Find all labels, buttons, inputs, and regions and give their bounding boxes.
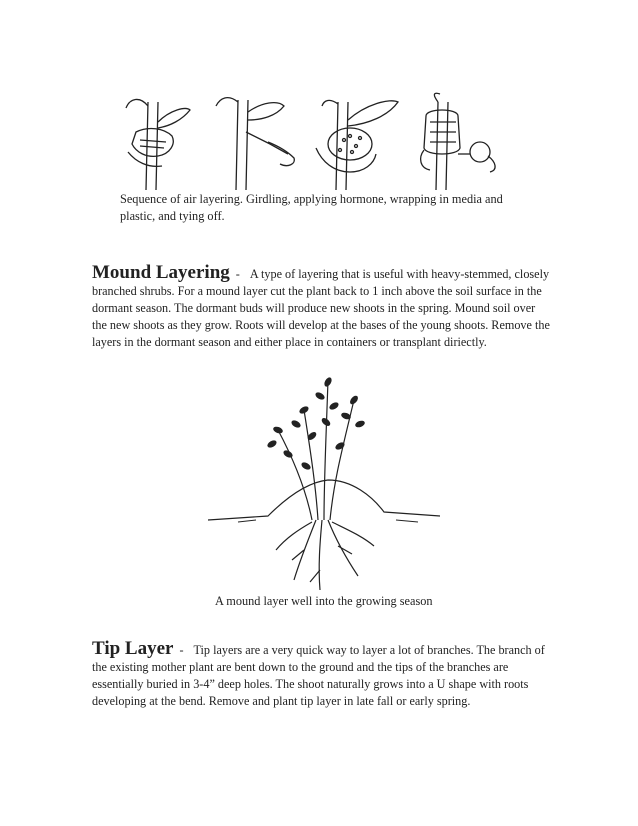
air-layering-caption: Sequence of air layering. Girdling, applying hormone, wrapping in media and plastic, and tying off.: [120, 192, 503, 223]
mound-layering-section: [92, 264, 552, 351]
mound-layering-body: A type of layering that is useful with heavy-stemmed, closely branched shrubs. For a mound layer cut the plant back to 1 inch above the soil surface in the dormant season. The dormant buds will produce new shoots in the spring. Mound soil over the new shoots as they grow. Roots will develop at the bases of the young shoots. Remove the layers in the dormant season and either place in containers or transplant diriectly.: [92, 267, 550, 349]
mound-layer-illustration: [208, 370, 440, 592]
tip-layer-section: [92, 640, 552, 710]
air-layering-illustration: [118, 92, 516, 192]
mound-layer-caption: A mound layer well into the growing season: [215, 594, 433, 608]
tip-layer-dash: -: [179, 643, 184, 657]
tip-layer-heading: Tip Layer: [92, 638, 174, 659]
tip-layer-body: Tip layers are a very quick way to layer a lot of branches. The branch of the existing mother plant are bent down to the ground and the tips of the branches are essentially buried in 3-4” deep holes. The shoot naturally grows into a U shape with roots developing at the bend. Remove and plant tip layer in late fall or early spring.: [92, 643, 545, 708]
mound-layering-heading: Mound Layering: [92, 262, 230, 283]
mound-layering-dash: -: [235, 267, 240, 281]
